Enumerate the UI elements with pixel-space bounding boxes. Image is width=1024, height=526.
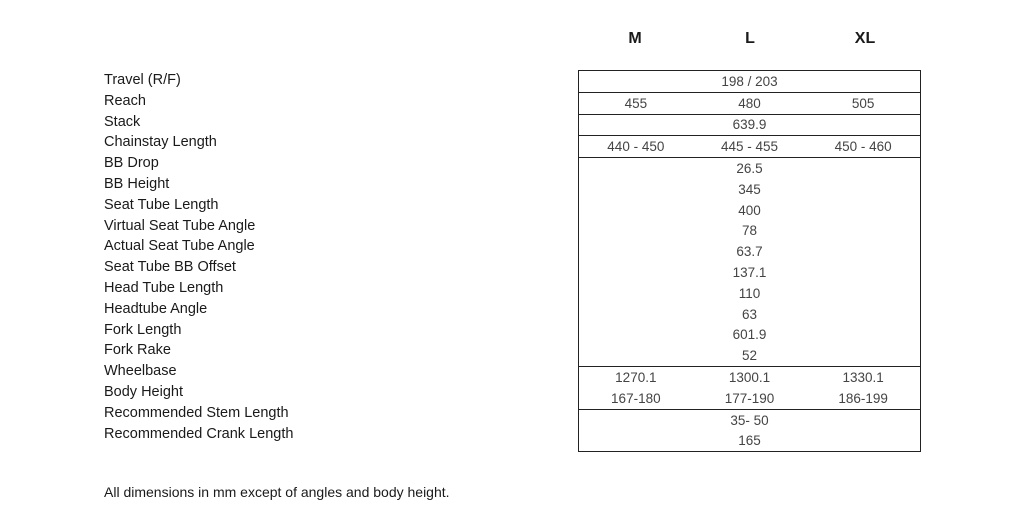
row-label-recommended-crank-length: Recommended Crank Length — [104, 425, 294, 442]
row-label-bb-height: BB Height — [104, 175, 170, 192]
row-label-travel: Travel (R/F) — [104, 72, 181, 88]
cell-headtube-angle: 63 — [741, 306, 758, 322]
table-row — [579, 158, 920, 179]
table-row — [579, 71, 920, 92]
cell-body-height-xl: 186-199 — [838, 390, 888, 406]
cell-seat-tube-length: 400 — [738, 202, 761, 218]
geometry-labels — [104, 70, 293, 444]
table-row — [579, 115, 920, 136]
row-label-head-tube-length: Head Tube Length — [104, 279, 224, 296]
table-row — [579, 388, 920, 409]
row-label-fork-length: Fork Length — [104, 321, 182, 338]
table-row — [579, 93, 920, 114]
table-row — [579, 200, 920, 221]
row-label-bb-drop: BB Drop — [104, 155, 159, 172]
cell-reach-m: 455 — [624, 95, 648, 111]
row-label-fork-rake: Fork Rake — [104, 342, 171, 359]
table-row — [579, 179, 920, 200]
row-label-virtual-seat-tube-angle: Virtual Seat Tube Angle — [104, 217, 256, 234]
row-label-seat-tube-bb-offset: Seat Tube BB Offset — [104, 259, 236, 276]
cell-fork-rake: 52 — [741, 348, 758, 364]
cell-bb-drop: 26.5 — [736, 161, 763, 177]
row-label-stack: Stack — [104, 113, 141, 130]
cell-reach-xl: 505 — [851, 95, 875, 111]
cell-wheelbase-xl: 1330.1 — [842, 370, 884, 386]
row-label-recommended-stem-length: Recommended Stem Length — [104, 404, 289, 421]
cell-bb-height: 345 — [738, 181, 761, 197]
size-header-xl: XL — [854, 30, 876, 47]
table-block-recommended — [578, 409, 921, 453]
cell-travel-all: 198 / 203 — [721, 73, 778, 89]
cell-head-tube-length: 110 — [738, 285, 761, 301]
geometry-table — [578, 70, 921, 452]
table-row — [579, 136, 920, 157]
table-row — [579, 283, 920, 304]
table-block-travel — [578, 70, 921, 93]
cell-wheelbase-m: 1270.1 — [615, 370, 657, 386]
table-block-stack — [578, 114, 921, 137]
row-label-actual-seat-tube-angle: Actual Seat Tube Angle — [104, 238, 255, 255]
cell-chainstay-l: 445 - 455 — [720, 139, 778, 155]
row-label-reach: Reach — [104, 92, 146, 109]
table-row — [579, 304, 920, 325]
cell-actual-seat-tube-angle: 63.7 — [736, 244, 763, 260]
cell-crank-length: 165 — [738, 433, 761, 449]
footnote: All dimensions in mm except of angles and body height. — [104, 484, 450, 500]
size-header-m: M — [628, 30, 642, 47]
table-row — [579, 241, 920, 262]
row-label-body-height: Body Height — [104, 383, 183, 400]
row-label-chainstay-length: Chainstay Length — [104, 134, 217, 151]
table-row — [579, 410, 920, 431]
cell-stack-all: 639.9 — [732, 117, 767, 133]
table-row — [579, 221, 920, 242]
cell-wheelbase-l: 1300.1 — [728, 370, 771, 386]
cell-seat-tube-bb-offset: 137.1 — [732, 265, 767, 281]
size-header-l: L — [745, 30, 755, 47]
cell-body-height-l: 177-190 — [724, 390, 775, 406]
table-block-shared — [578, 157, 921, 367]
cell-reach-l: 480 — [738, 95, 761, 111]
table-row — [579, 431, 920, 452]
cell-body-height-m: 167-180 — [611, 390, 661, 406]
table-row — [579, 262, 920, 283]
table-row — [579, 367, 920, 388]
table-row — [579, 325, 920, 346]
row-label-headtube-angle: Headtube Angle — [104, 300, 208, 317]
table-block-reach — [578, 92, 921, 115]
table-row — [579, 345, 920, 366]
row-label-seat-tube-length: Seat Tube Length — [104, 196, 219, 213]
row-label-wheelbase: Wheelbase — [104, 363, 177, 380]
cell-chainstay-xl: 450 - 460 — [834, 139, 892, 155]
cell-stem-length: 35- 50 — [730, 412, 769, 428]
table-block-chainstay — [578, 135, 921, 158]
cell-virtual-seat-tube-angle: 78 — [741, 223, 758, 239]
table-block-wheelbase-body — [578, 366, 921, 410]
cell-chainstay-m: 440 - 450 — [607, 139, 665, 155]
cell-fork-length: 601.9 — [732, 327, 767, 343]
